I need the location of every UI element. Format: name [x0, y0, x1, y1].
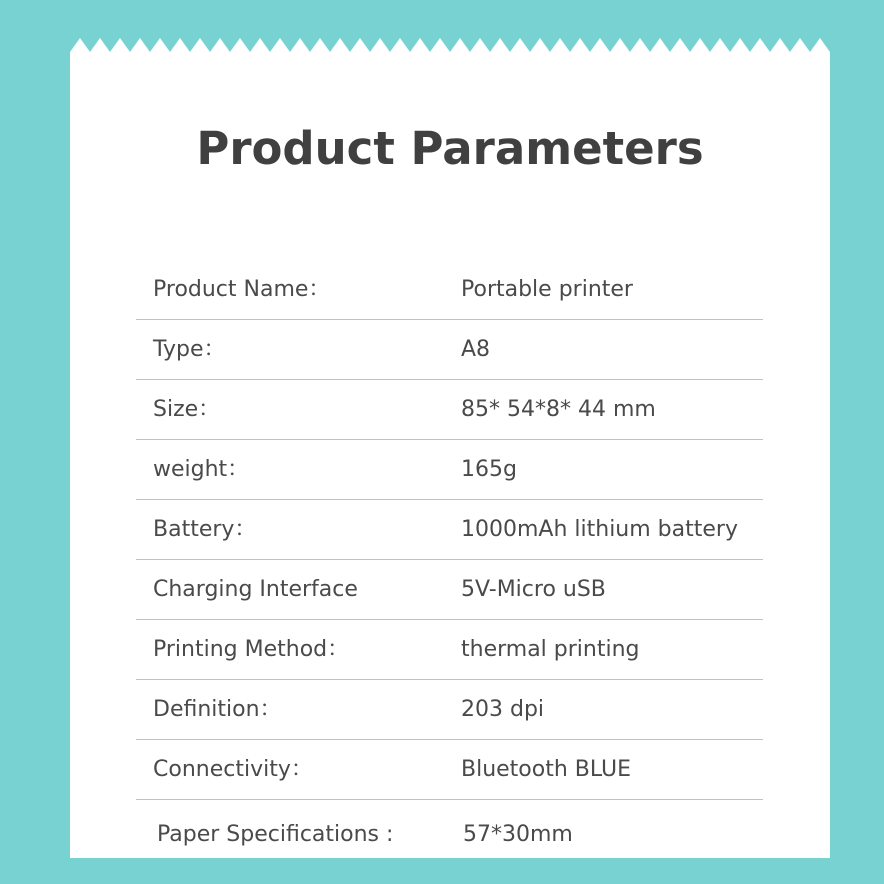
parameter-label: Printing Method：: [153, 637, 350, 662]
page-title: Product Parameters: [196, 122, 704, 175]
parameter-row: [136, 800, 763, 860]
parameter-row: [136, 560, 763, 620]
parameter-value: Portable printer: [461, 277, 633, 302]
parameter-label: Charging Interface: [153, 577, 358, 602]
parameter-value: 165g: [461, 457, 517, 482]
parameter-row: [136, 260, 763, 320]
parameter-label: Product Name：: [153, 277, 331, 302]
parameter-value: thermal printing: [461, 637, 640, 662]
parameter-label: Paper Specifications :: [157, 822, 394, 847]
parameters-table: [136, 260, 763, 860]
parameter-label: Type：: [153, 337, 226, 362]
parameter-label: Definition：: [153, 697, 282, 722]
parameter-value: 203 dpi: [461, 697, 545, 722]
receipt-paper: [70, 36, 830, 858]
parameter-value: Bluetooth BLUE: [461, 757, 632, 782]
parameter-row: [136, 440, 763, 500]
parameter-row: [136, 500, 763, 560]
parameter-value: 1000mAh lithium battery: [461, 517, 738, 542]
parameter-label: Battery：: [153, 517, 257, 542]
parameter-row: [136, 380, 763, 440]
parameter-row: [136, 740, 763, 800]
parameter-label: Connectivity：: [153, 757, 313, 782]
parameter-value: 5V-Micro uSB: [461, 577, 606, 602]
parameter-row: [136, 320, 763, 380]
parameter-value: A8: [461, 337, 491, 362]
parameter-value: 85* 54*8* 44 mm: [461, 397, 656, 422]
parameter-label: Size：: [153, 397, 221, 422]
parameter-label: weight：: [153, 457, 250, 482]
parameter-row: [136, 620, 763, 680]
parameter-row: [136, 680, 763, 740]
parameter-value: 57*30mm: [463, 822, 573, 847]
